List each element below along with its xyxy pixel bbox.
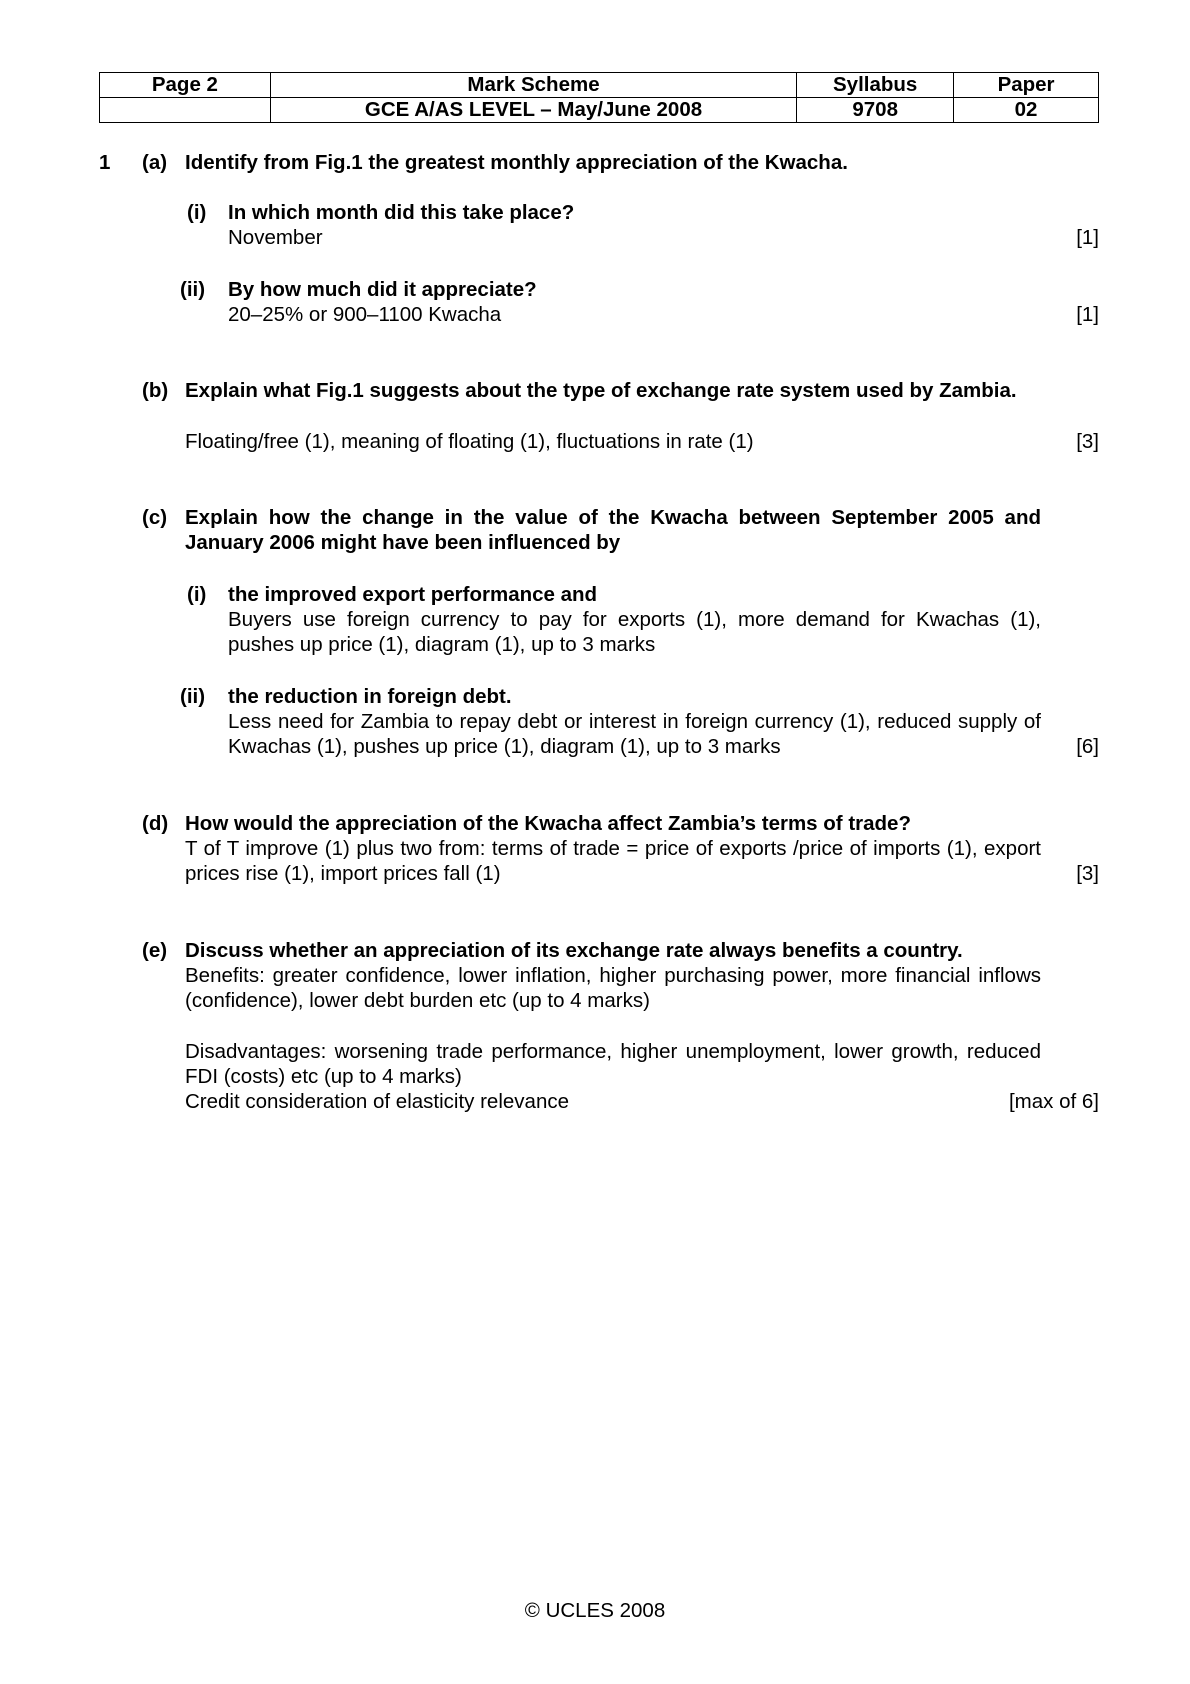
part-e-question: Discuss whether an appreciation of its exchange rate always benefits a country. — [185, 939, 963, 962]
question-number: 1 — [99, 151, 111, 174]
part-d-answer: T of T improve (1) plus two from: terms of trade = price of exports /price of imports (1), export prices rise (1), import prices fall (1) — [185, 837, 1041, 885]
header-paper-code: 02 — [954, 98, 1099, 123]
part-b-label: (b) — [142, 379, 169, 402]
part-c-ii-question: the reduction in foreign debt. — [228, 685, 512, 708]
part-b-answer: Floating/free (1), meaning of floating (1), fluctuations in rate (1) — [185, 430, 754, 453]
header-paper-label: Paper — [954, 73, 1099, 98]
part-b-mark: [3] — [1076, 430, 1099, 453]
part-a-ii-label: (ii) — [180, 278, 206, 301]
part-e-credit: Credit consideration of elasticity relevance — [185, 1090, 569, 1113]
part-e-label: (e) — [142, 939, 168, 962]
header-page: Page 2 — [100, 73, 271, 98]
header-empty-cell — [100, 98, 271, 123]
part-a-i-answer: November — [228, 226, 323, 249]
part-c-ii-label: (ii) — [180, 685, 206, 708]
header-exam: GCE A/AS LEVEL – May/June 2008 — [270, 98, 796, 123]
part-e-disadvantages: Disadvantages: worsening trade performance, higher unemployment, lower growth, reduced FDI (costs) etc (up to 4 marks) — [185, 1040, 1041, 1088]
part-e-mark: [max of 6] — [1008, 1090, 1099, 1113]
part-d-mark: [3] — [1076, 862, 1099, 885]
part-a-label: (a) — [142, 151, 168, 174]
part-c-ii-answer: Less need for Zambia to repay debt or interest in foreign currency (1), reduced supply of Kwachas (1), pushes up price (1), diagram (1), up to 3 marks — [228, 710, 1041, 758]
part-e-benefits: Benefits: greater confidence, lower inflation, higher purchasing power, more financial inflows (confidence), lower debt burden etc (up to 4 marks) — [185, 964, 1041, 1012]
part-a-ii-question: By how much did it appreciate? — [228, 278, 537, 301]
part-a-i-mark: [1] — [1076, 226, 1099, 249]
header-table — [99, 72, 1099, 123]
part-a-question: Identify from Fig.1 the greatest monthly appreciation of the Kwacha. — [185, 151, 848, 174]
header-syllabus-label: Syllabus — [797, 73, 954, 98]
part-a-i-question: In which month did this take place? — [228, 201, 575, 224]
part-c-i-answer: Buyers use foreign currency to pay for exports (1), more demand for Kwachas (1), pushes up price (1), diagram (1), up to 3 marks — [228, 608, 1041, 656]
part-c-question: Explain how the change in the value of the Kwacha between September 2005 and January 2006 might have been influenced by — [185, 506, 1041, 554]
part-c-label: (c) — [142, 506, 168, 529]
header-row — [100, 73, 1099, 98]
header-syllabus-code: 9708 — [797, 98, 954, 123]
part-a-ii-answer: 20–25% or 900–1100 Kwacha — [228, 303, 502, 326]
header-row — [100, 98, 1099, 123]
part-c-i-question: the improved export performance and — [228, 583, 598, 606]
part-c-mark: [6] — [1076, 735, 1099, 758]
part-a-ii-mark: [1] — [1076, 303, 1099, 326]
part-a-i-label: (i) — [187, 201, 207, 224]
part-c-i-label: (i) — [187, 583, 207, 606]
footer-copyright: © UCLES 2008 — [524, 1599, 666, 1622]
part-d-label: (d) — [142, 812, 169, 835]
part-d-question: How would the appreciation of the Kwacha affect Zambia’s terms of trade? — [185, 812, 911, 835]
part-b-question: Explain what Fig.1 suggests about the type of exchange rate system used by Zambia. — [185, 379, 1017, 402]
header-title: Mark Scheme — [270, 73, 796, 98]
